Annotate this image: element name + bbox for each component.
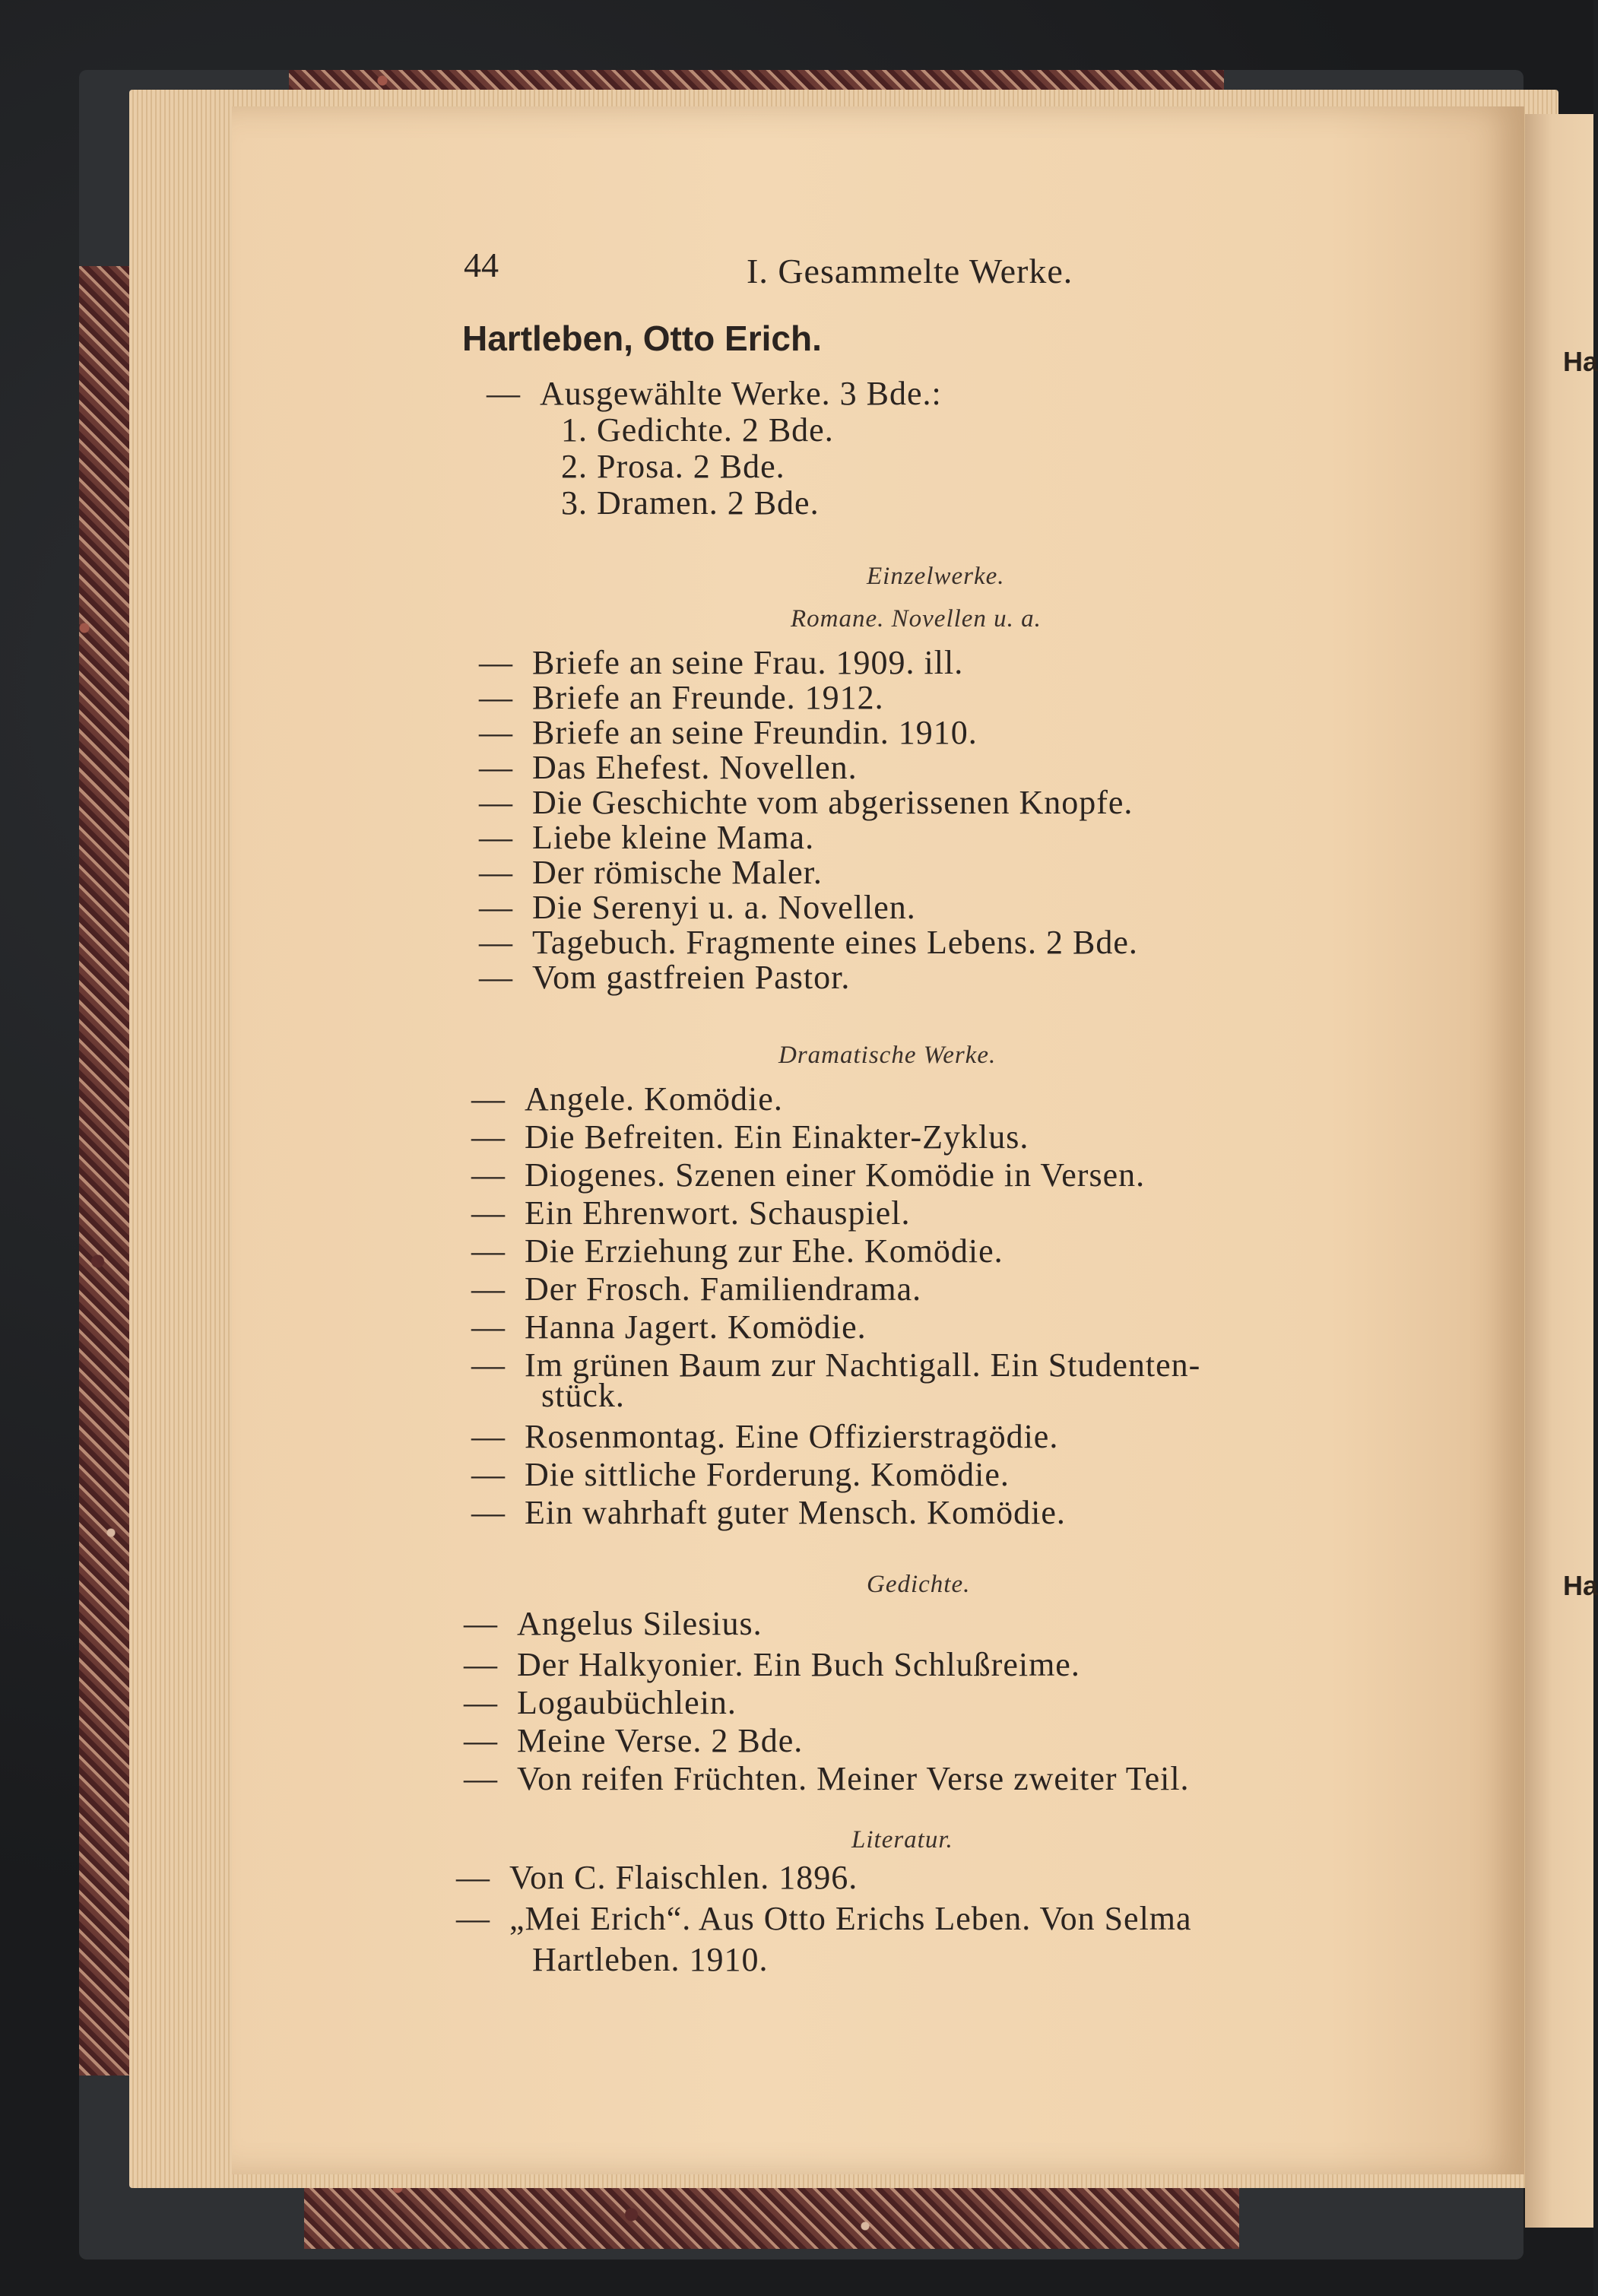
entry-title: Diogenes. Szenen einer Komödie in Versen. [525,1156,1146,1194]
entry-title: Die Erziehung zur Ehe. Komödie. [525,1232,1004,1270]
entry [479,958,850,997]
entry-dash: — [471,1418,506,1455]
entry-title: Rosenmontag. Eine Offizierstragödie. [525,1418,1059,1455]
volume-item: 2. Prosa. 2 Bde. [561,448,785,485]
entry-title: Von reifen Früchten. Meiner Verse zweiter Teil. [517,1760,1190,1797]
entry [456,1899,1192,1938]
entry-dash: — [479,749,513,786]
entry-dash: — [479,889,513,926]
entry [464,1683,737,1722]
entry-dash: — [487,375,521,412]
entry-title: Die sittliche Forderung. Komödie. [525,1456,1010,1493]
entry [479,853,823,892]
section-heading: Gedichte. [867,1571,971,1598]
entry-title: Angele. Komödie. [525,1080,783,1118]
entry-dash: — [471,1232,506,1270]
facing-page-fragment: Ha [1563,1570,1598,1601]
entry-title: Im grünen Baum zur Nachtigall. Ein Studenten- [525,1346,1201,1384]
entry [456,1858,858,1897]
entry-title: Liebe kleine Mama. [532,819,815,856]
section-heading: Dramatische Werke. [778,1042,997,1069]
entry-title: Von C. Flaischlen. 1896. [509,1859,858,1896]
entry-dash: — [479,714,513,751]
entry-dash: — [471,1080,506,1118]
entry-dash: — [479,679,513,716]
page-number: 44 [464,246,499,284]
entry-title: Angelus Silesius. [517,1605,763,1642]
entry [464,1604,763,1643]
entry-dash: — [479,819,513,856]
entry-dash: — [471,1308,506,1346]
entry-dash: — [479,924,513,961]
section-heading: Einzelwerke. [867,563,1005,590]
entry-title: Logaubüchlein. [517,1684,737,1721]
entry-title: Tagebuch. Fragmente eines Lebens. 2 Bde. [532,924,1138,961]
entry [479,678,884,717]
entry [471,1118,1029,1156]
entry [479,818,814,857]
entry-title: Vom gastfreien Pastor. [532,959,851,996]
entry-dash: — [479,644,513,681]
entry [471,1417,1058,1456]
entry-dash: — [464,1760,498,1797]
entry [479,783,1133,822]
entry [479,748,858,787]
volume-item: 3. Dramen. 2 Bde. [561,484,820,522]
marbled-edge-left [79,266,132,2076]
entry-title: Die Geschichte vom abgerissenen Knopfe. [532,784,1134,821]
entry-dash: — [479,784,513,821]
entry-dash: — [456,1900,490,1937]
entry-title: „Mei Erich“. Aus Otto Erichs Leben. Von Selma [509,1900,1192,1937]
entry-dash: — [464,1605,498,1642]
entry-dash: — [464,1646,498,1683]
entry-dash: — [471,1156,506,1194]
entry-dash: — [471,1456,506,1493]
entry-title: Ausgewählte Werke. 3 Bde.: [540,375,942,412]
entry [479,888,916,927]
entry-title: Der Frosch. Familiendrama. [525,1270,922,1308]
facing-page [1525,114,1598,2228]
section-heading: Literatur. [851,1826,953,1854]
entry-title: Briefe an Freunde. 1912. [532,679,884,716]
entry [471,1455,1010,1494]
entry [471,1156,1145,1194]
entry-title: Der römische Maler. [532,854,823,891]
entry [471,1270,921,1308]
entry-continuation: stück. [541,1377,625,1414]
entry-title: Ein Ehrenwort. Schauspiel. [525,1194,911,1232]
entry-title: Der Halkyonier. Ein Buch Schlußreime. [517,1646,1080,1683]
entry [479,713,978,752]
entry [479,643,963,682]
entry [471,1080,783,1118]
entry-title: Hanna Jagert. Komödie. [525,1308,867,1346]
entry-title: Briefe an seine Freundin. 1910. [532,714,978,751]
entry-dash: — [479,959,513,996]
entry [471,1194,910,1232]
subsection-heading: Romane. Novellen u. a. [791,605,1042,633]
entry-title: Briefe an seine Frau. 1909. ill. [532,644,964,681]
entry-title: Die Serenyi u. a. Novellen. [532,889,916,926]
volume-item: 1. Gedichte. 2 Bde. [561,411,834,449]
author-heading: Hartleben, Otto Erich. [462,319,822,358]
facing-page-fragment: Ha [1563,346,1598,377]
running-head: I. Gesammelte Werke. [747,252,1073,290]
entry-title: Meine Verse. 2 Bde. [517,1722,804,1759]
entry [471,1232,1004,1270]
entry-dash: — [471,1346,506,1384]
entry-title: Das Ehefest. Novellen. [532,749,858,786]
entry-continuation: Hartleben. 1910. [532,1941,769,1978]
entry-dash: — [471,1118,506,1156]
entry-dash: — [464,1722,498,1759]
entry-title: Die Befreiten. Ein Einakter-Zyklus. [525,1118,1029,1156]
entry [479,923,1138,962]
entry [464,1721,803,1760]
entry-dash: — [479,854,513,891]
entry-dash: — [471,1270,506,1308]
entry-dash: — [464,1684,498,1721]
entry-dash: — [456,1859,490,1896]
entry [471,1493,1066,1532]
entry-title: Ein wahrhaft guter Mensch. Komödie. [525,1494,1066,1531]
entry-dash: — [471,1494,506,1531]
entry [487,374,942,413]
entry [471,1308,867,1346]
entry-dash: — [471,1194,506,1232]
entry [464,1759,1190,1798]
entry [464,1645,1080,1684]
